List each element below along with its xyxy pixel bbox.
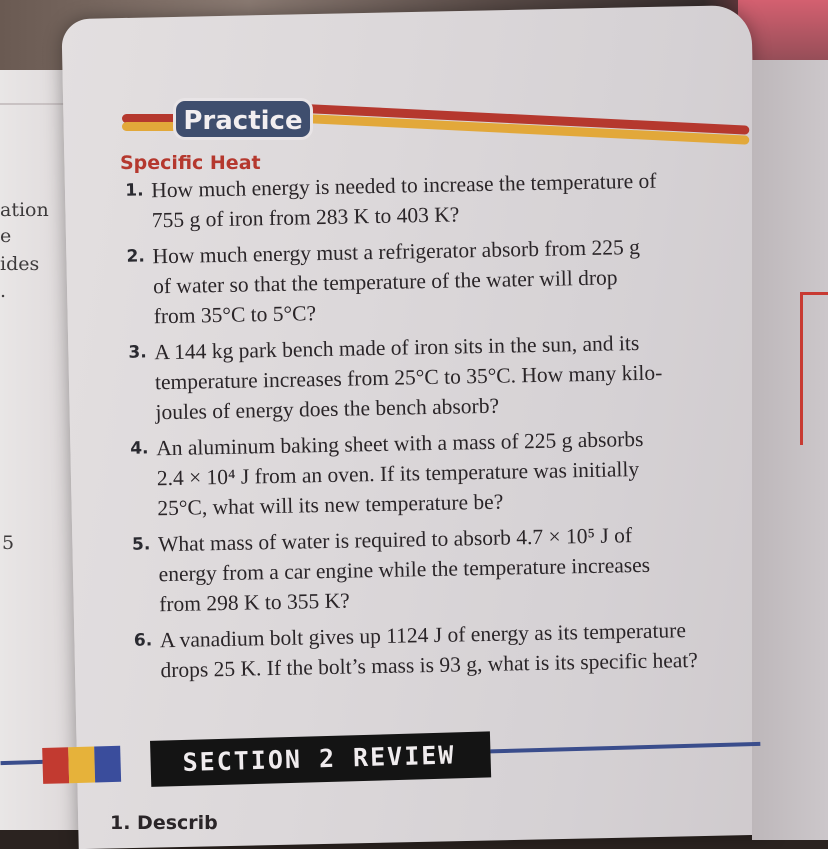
problem-text-line: How much energy must a refrigerator absorb from 225 g (152, 234, 641, 269)
problem-number: 2. (126, 246, 146, 267)
problem-text-line: What mass of water is required to absorb 4.7 × 10⁵ J of (157, 523, 633, 557)
problem-text-line: drops 25 K. If the bolt’s mass is 93 g, what is its specific heat? (160, 647, 699, 683)
practice-problem-5 (122, 518, 764, 620)
practice-problem-1 (115, 164, 756, 236)
problem-text-line: from 298 K to 355 K? (158, 588, 350, 617)
problem-number: 5. (131, 534, 151, 555)
practice-problem-4 (120, 422, 762, 524)
left-page-fragment: . (0, 280, 7, 302)
next-review-item: 1. Describ (110, 812, 218, 834)
problem-text-line: How much energy is needed to increase the temperature of (151, 168, 657, 203)
practice-problem-3 (118, 326, 760, 428)
practice-tag: Practice (173, 98, 313, 140)
problem-text-line: of water so that the temperature of the water will drop (152, 265, 618, 299)
section-subhead: Specific Heat (120, 152, 261, 174)
section-review-title: SECTION 2 REVIEW (150, 731, 491, 786)
problem-number: 6. (133, 630, 153, 651)
right-page (752, 60, 828, 840)
problem-text-line: joules of energy does the bench absorb? (155, 393, 500, 425)
problem-text-line: A vanadium bolt gives up 1124 J of energy as its temperature (159, 618, 687, 653)
problem-text-line: from 35°C to 5°C? (153, 301, 317, 329)
problem-text-line: An aluminum baking sheet with a mass of 225 g absorbs (156, 426, 644, 461)
problem-text-line: A 144 kg park bench made of iron sits in the sun, and its (154, 330, 640, 365)
problem-text-line: temperature increases from 25°C to 35°C. How many kilo- (154, 360, 663, 395)
practice-problem-list (115, 164, 765, 692)
problem-text-line: 755 g of iron from 283 K to 403 K? (151, 202, 460, 233)
problem-text-line: 25°C, what will its new temperature be? (157, 489, 504, 521)
problem-number: 1. (125, 180, 144, 201)
banner-square-yellow (68, 746, 95, 783)
right-page-red-frame (800, 292, 828, 445)
banner-square-blue (94, 746, 121, 783)
problem-number: 3. (128, 342, 147, 363)
banner-square-red (42, 747, 69, 784)
section-review-rule (490, 742, 760, 754)
left-page-fragment: e (0, 225, 12, 247)
problem-text-line: energy from a car engine while the temperature increases (158, 552, 651, 587)
problem-text-line: 2.4 × 10⁴ J from an oven. If its temperature was initially (156, 456, 640, 491)
left-page-fragment: 5 (2, 532, 15, 554)
left-page-fragment: ides (0, 253, 40, 275)
practice-problem-2 (116, 230, 758, 332)
problem-number: 4. (130, 438, 149, 459)
left-page-fragment: ation (0, 199, 49, 221)
practice-problem-6 (124, 614, 765, 686)
